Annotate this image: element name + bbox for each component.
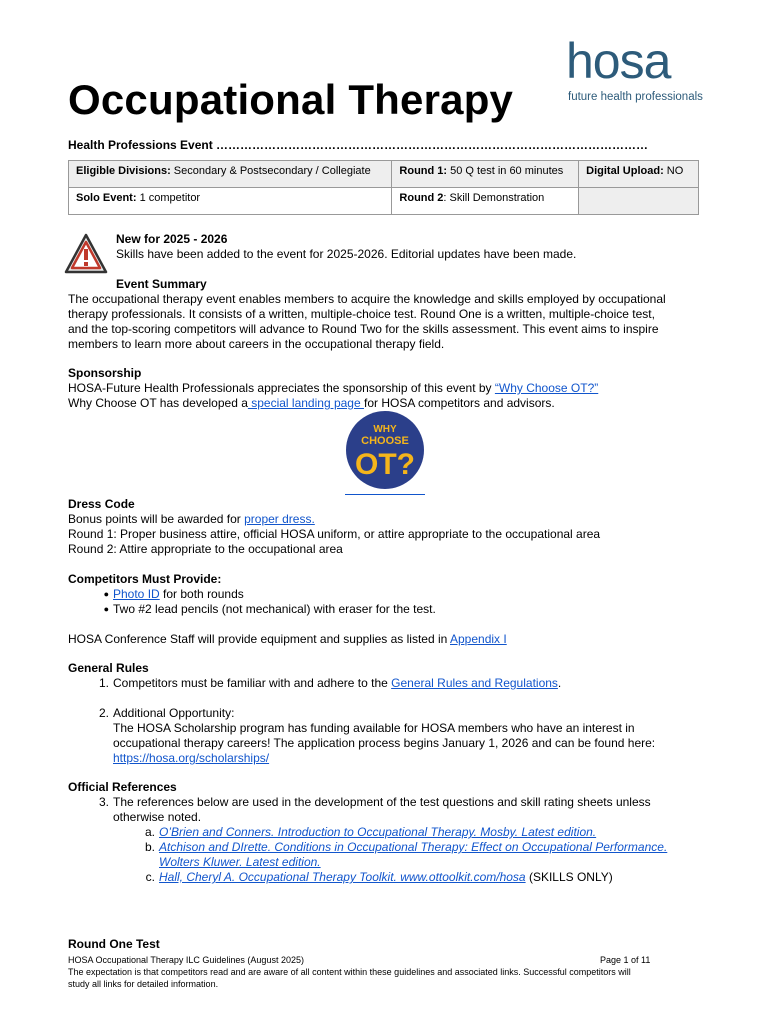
list-item: 1. Competitors must be familiar with and adhere to the General Rules and Regulations. [98,676,562,690]
footer-note-line-1: The expectation is that competitors read and are aware of all content within these guidelines and associated links. Successful competitors will [68,967,631,977]
official-references-heading: Official References [68,780,177,794]
dress-code-heading: Dress Code [68,497,135,511]
reference-a-link[interactable]: O’Brien and Conners. Introduction to Occupational Therapy. Mosby. Latest edition. [159,825,597,839]
event-info-table [68,160,699,215]
list-item: 3. The references below are used in the development of the test questions and skill rating sheets unless [98,795,651,809]
bullet: ● [103,604,109,614]
event-summary-body [68,292,666,352]
svg-text:WHY: WHY [373,424,397,435]
new-for-heading: New for 2025 - 2026 [116,232,228,246]
table-row [69,188,699,215]
footer-note-line-2: study all links for detailed information. [68,979,219,989]
list-item: 2. Additional Opportunity: [98,706,235,720]
why-choose-ot-link[interactable]: “Why Choose OT?” [494,381,599,395]
footer-doc-title: HOSA Occupational Therapy ILC Guidelines (August 2025) [68,955,304,965]
empty-cell [579,188,699,215]
event-type-line: Health Professions Event ……………………………………………………………………………………………… [68,138,649,152]
event-summary-line: The occupational therapy event enables members to acquire the knowledge and skills employed by occupational [68,292,666,306]
event-summary-line: members to learn more about careers in the occupational therapy field. [68,337,445,351]
dress-code-line-3: Round 2: Attire appropriate to the occupational area [68,542,343,556]
event-summary-line: therapy professionals. It consists of a written, multiple-choice test. Round One is a written, multiple-choice test, [68,307,655,321]
digital-upload-cell: Digital Upload: NO [579,161,699,188]
logo-link-underline [345,494,425,495]
references-line: otherwise noted. [113,810,202,824]
references-list [98,795,651,825]
page-title: Occupational Therapy [68,76,514,123]
list-item: c. Hall, Cheryl A. Occupational Therapy Toolkit. www.ottoolkit.com/hosa (SKILLS ONLY) [145,870,613,884]
event-summary-heading: Event Summary [116,277,207,291]
general-rules-list [98,676,656,766]
scholarship-line: The HOSA Scholarship program has funding available for HOSA members who have an interest in [113,721,635,735]
special-landing-page-link[interactable]: special landing page [247,396,364,410]
svg-text:OT?: OT? [355,448,415,481]
round-2-cell: Round 2: Skill Demonstration [392,188,579,215]
sponsorship-heading: Sponsorship [68,366,142,380]
svg-text:CHOOSE: CHOOSE [361,435,409,447]
sponsorship-line-1: HOSA-Future Health Professionals appreciates the sponsorship of this event by “Why Choose OT?” [68,381,599,395]
sponsorship-line-2: Why Choose OT has developed a special landing page for HOSA competitors and advisors. [68,396,555,410]
list-item: b. Atchison and DIrette. Conditions in Occupational Therapy: Effect on Occupational Performance. [144,840,668,854]
reference-sublist [144,825,668,885]
eligible-divisions-cell: Eligible Divisions: Secondary & Postsecondary / Collegiate [69,161,392,188]
provide-list [103,587,436,617]
list-item: a. O’Brien and Conners. Introduction to Occupational Therapy. Mosby. Latest edition. [144,825,597,839]
round-1-cell: Round 1: 50 Q test in 60 minutes [392,161,579,188]
event-summary-line: and the top-scoring competitors will advance to Round Two for the skills assessment. This event aims to inspire [68,322,659,336]
hosa-logo-text: hosa [566,33,671,89]
why-choose-ot-logo[interactable] [345,410,425,490]
footer-page-number: Page 1 of 11 [600,955,651,965]
general-rules-link[interactable]: General Rules and Regulations [391,676,558,690]
solo-event-cell: Solo Event: 1 competitor [69,188,392,215]
appendix-i-link[interactable]: Appendix I [450,632,507,646]
list-item: ● Two #2 lead pencils (not mechanical) with eraser for the test. [113,602,436,617]
general-rules-heading: General Rules [68,661,149,675]
new-for-text: Skills have been added to the event for 2025-2026. Editorial updates have been made. [116,247,577,261]
round-one-heading: Round One Test [68,937,160,951]
photo-id-link[interactable]: Photo ID [113,587,160,601]
competitors-provide-heading: Competitors Must Provide: [68,572,222,586]
dress-code-line-1: Bonus points will be awarded for proper dress. [68,512,315,526]
dress-code-line-2: Round 1: Proper business attire, official HOSA uniform, or attire appropriate to the occupational area [68,527,601,541]
bullet: ● [103,589,109,599]
reference-b-link-cont[interactable]: Wolters Kluwer. Latest edition. [159,855,321,869]
proper-dress-link[interactable]: proper dress. [244,512,315,526]
reference-b-link[interactable]: Atchison and DIrette. Conditions in Occupational Therapy: Effect on Occupational Performance. [159,840,668,854]
warning-icon [64,232,108,276]
scholarship-line: occupational therapy careers! The application process begins January 1, 2026 and can be found here: [113,736,656,750]
hosa-logo-tagline: future health professionals [568,91,703,103]
hosa-logo [560,20,710,110]
reference-c-link[interactable]: Hall, Cheryl A. Occupational Therapy Toolkit. www.ottoolkit.com/hosa [159,870,526,884]
staff-note: HOSA Conference Staff will provide equipment and supplies as listed in Appendix I [68,632,507,646]
table-row [69,161,699,188]
list-item: ● Photo ID for both rounds [113,587,436,602]
scholarships-link[interactable]: https://hosa.org/scholarships/ [113,751,270,765]
